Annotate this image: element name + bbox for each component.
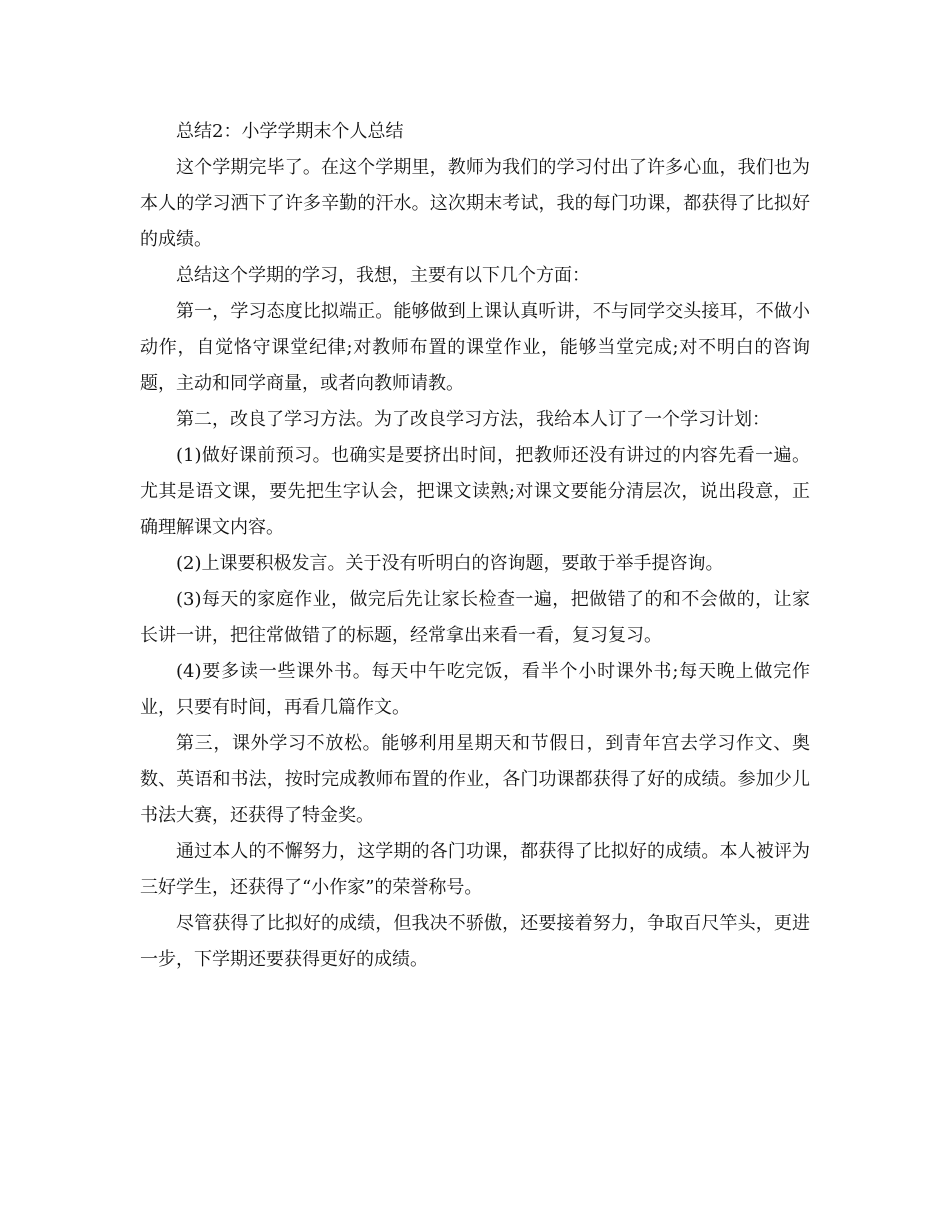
- paragraph-plan-item-4: (4)要多读一些课外书。每天中午吃完饭，看半个小时课外书;每天晚上做完作业，只要有时间，再看几篇作文。: [140, 661, 810, 718]
- paragraph-plan-item-3: (3)每天的家庭作业，做完后先让家长检查一遍，把做错了的和不会做的，让家长讲一讲，把往常做错了的标题，经常拿出来看一看，复习复习。: [140, 589, 810, 646]
- paragraph-intro: 这个学期完毕了。在这个学期里，教师为我们的学习付出了许多心血，我们也为本人的学习洒下了许多辛勤的汗水。这次期末考试，我的每门功课，都获得了比拟好的成绩。: [140, 157, 810, 250]
- paragraph-point-three: 第三，课外学习不放松。能够利用星期天和节假日，到青年宫去学习作文、奥数、英语和书法，按时完成教师布置的作业，各门功课都获得了好的成绩。参加少儿书法大赛，还获得了特金奖。: [140, 733, 810, 826]
- document-heading: 总结2：小学学期末个人总结: [176, 121, 404, 142]
- paragraph-result: 通过本人的不懈努力，这学期的各门功课，都获得了比拟好的成绩。本人被评为三好学生，还获得了“小作家”的荣誉称号。: [140, 841, 810, 898]
- paragraph-point-one: 第一，学习态度比拟端正。能够做到上课认真听讲，不与同学交头接耳，不做小动作，自觉恪守课堂纪律;对教师布置的课堂作业，能够当堂完成;对不明白的咨询题，主动和同学商量，或者向教师请教。: [140, 301, 810, 394]
- paragraph-plan-item-2: (2)上课要积极发言。关于没有听明白的咨询题，要敢于举手提咨询。: [176, 553, 724, 574]
- paragraph-plan-item-1: (1)做好课前预习。也确实是要挤出时间，把教师还没有讲过的内容先看一遍。尤其是语文课，要先把生字认会，把课文读熟;对课文要能分清层次，说出段意，正确理解课文内容。: [140, 445, 810, 538]
- paragraph-summary-lead: 总结这个学期的学习，我想，主要有以下几个方面：: [176, 265, 590, 286]
- paragraph-point-two: 第二，改良了学习方法。为了改良学习方法，我给本人订了一个学习计划：: [176, 409, 770, 430]
- paragraph-conclusion: 尽管获得了比拟好的成绩，但我决不骄傲，还要接着努力，争取百尺竿头，更进一步，下学期还要获得更好的成绩。: [140, 913, 810, 970]
- document-body: [140, 114, 810, 978]
